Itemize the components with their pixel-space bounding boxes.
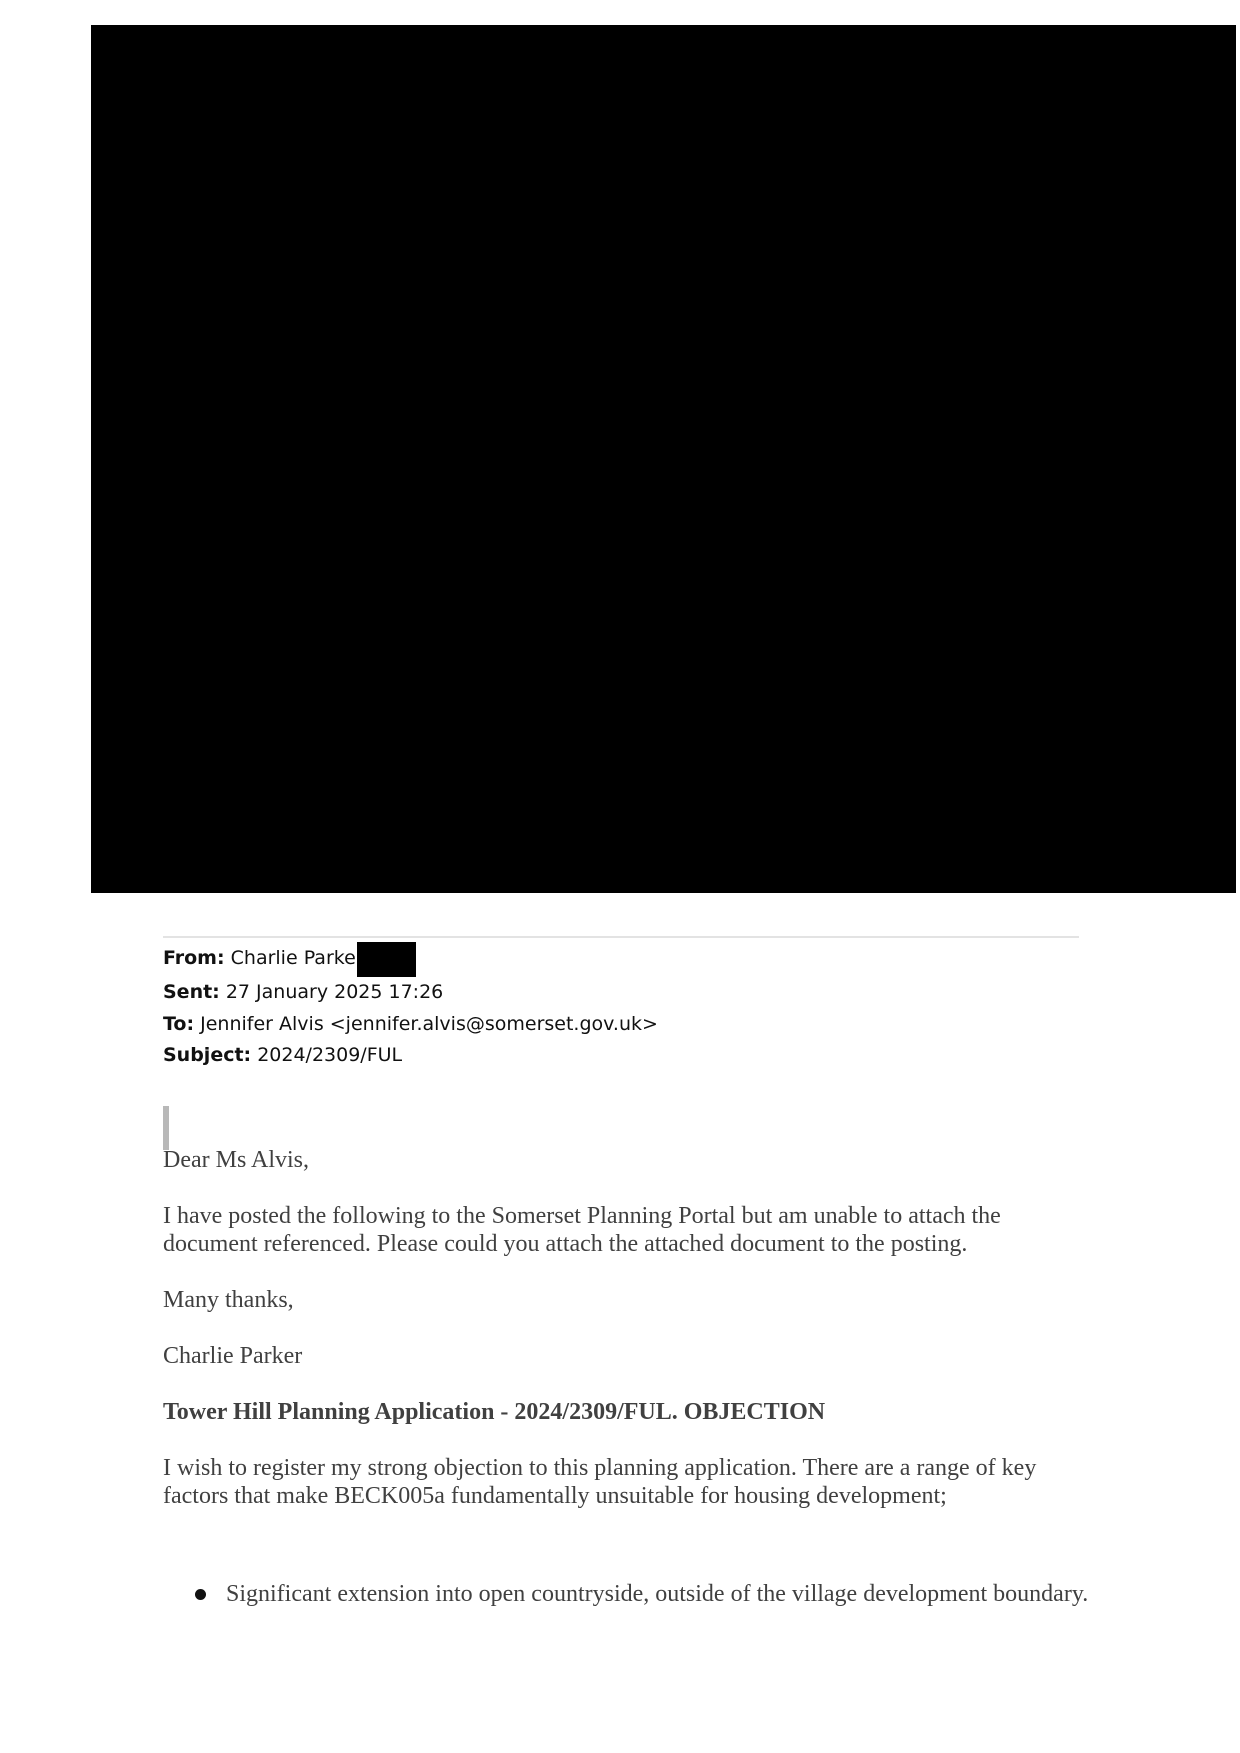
greeting: Dear Ms Alvis,	[163, 1147, 309, 1173]
quote-bar	[163, 1106, 169, 1150]
from-label: From:	[163, 947, 225, 969]
sent-value: 27 January 2025 17:26	[225, 981, 444, 1003]
objection-paragraph: I wish to register my strong objection to this planning application. There are a range of key factors that make BECK005a fundamentally unsuitable for housing development;	[163, 1455, 1037, 1509]
from-row	[163, 942, 658, 977]
redacted-image-block	[91, 25, 1236, 893]
email-header	[163, 942, 658, 1072]
objection-heading: Tower Hill Planning Application - 2024/2309/FUL. OBJECTION	[163, 1399, 826, 1425]
thanks-line: Many thanks,	[163, 1287, 294, 1313]
to-row	[163, 1009, 658, 1041]
sent-label: Sent:	[163, 981, 220, 1003]
to-label: To:	[163, 1012, 195, 1035]
body-paragraph: I have posted the following to the Somerset Planning Portal but am unable to attach the document referenced. Please could you attach the attached document to the posting.	[163, 1203, 1001, 1257]
objection-bullets	[226, 1576, 1106, 1612]
signature: Charlie Parker	[163, 1343, 303, 1369]
list-item	[226, 1576, 1106, 1612]
subject-label: Subject:	[163, 1044, 252, 1066]
from-value: Charlie Parke	[230, 947, 356, 969]
bullet-icon	[195, 1589, 206, 1600]
email-body	[163, 1146, 1093, 1538]
to-value: Jennifer Alvis <jennifer.alvis@somerset.gov.uk>	[200, 1012, 658, 1035]
header-divider	[163, 936, 1079, 938]
redacted-email-address	[357, 942, 416, 977]
subject-row	[163, 1040, 658, 1072]
bullet-text: Significant extension into open countryside, outside of the village development boundary.	[226, 1581, 1089, 1607]
sent-row	[163, 977, 658, 1009]
subject-value: 2024/2309/FUL	[257, 1044, 403, 1066]
